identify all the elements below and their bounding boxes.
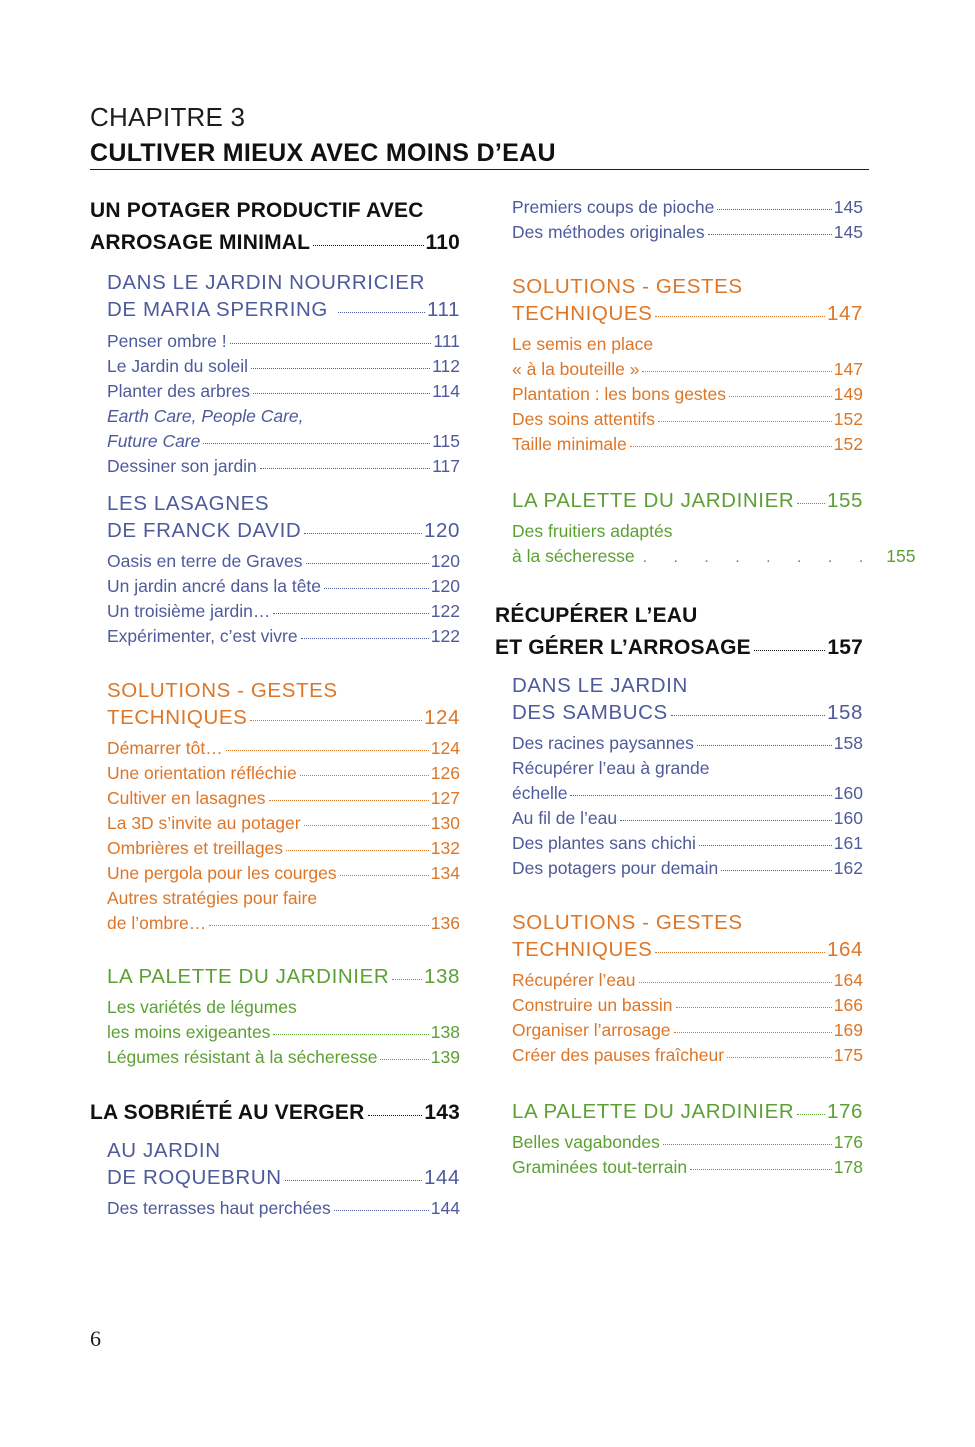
page-ref: 138 (430, 1022, 460, 1042)
toc-entry[interactable] (107, 601, 460, 626)
dot-leader (273, 613, 428, 614)
subsection-title: DANS LE JARDIN NOURRICIER (107, 271, 425, 294)
subsection-title: DANS LE JARDIN (512, 674, 688, 697)
subsection-title: DES SAMBUCS (512, 701, 668, 724)
page-ref: 132 (430, 838, 460, 858)
chapter-label: CHAPITRE 3 (90, 102, 246, 132)
toc-entry[interactable] (107, 381, 460, 406)
entry-title: Autres stratégies pour faire (107, 888, 318, 908)
toc-subsection-solutions-eau (495, 911, 863, 1070)
entry-title: Construire un bassin (512, 995, 673, 1015)
entry-title: Des soins attentifs (512, 409, 655, 429)
entry-title: Des potagers pour demain (512, 858, 719, 878)
page-ref: 155 (826, 489, 863, 512)
toc-entry[interactable] (107, 863, 460, 888)
dot-leader (697, 745, 832, 746)
page-ref: 136 (430, 913, 460, 933)
subsection-title: LA PALETTE DU JARDINIER (512, 1100, 795, 1123)
toc-verger-continued (495, 197, 863, 247)
dot-leader (380, 1059, 428, 1060)
entry-title: Future Care (107, 431, 201, 451)
dot-leader (721, 870, 832, 871)
toc-entry[interactable] (512, 808, 863, 833)
subsection-heading[interactable] (512, 1100, 863, 1127)
section-title: RÉCUPÉRER L’EAU (495, 604, 698, 627)
toc-entry[interactable] (512, 970, 863, 995)
dot-leader (754, 650, 826, 651)
entry-title: Démarrer tôt… (107, 738, 223, 758)
page-ref: 176 (826, 1100, 863, 1123)
dot-leader (630, 446, 832, 447)
entry-title: Les variétés de légumes (107, 997, 297, 1017)
toc-entry[interactable] (512, 758, 863, 808)
dot-leader (642, 371, 831, 372)
dot-leader (570, 795, 831, 796)
dot-leader: . . . . . . . . (642, 549, 875, 566)
toc-section-potager[interactable] (90, 199, 460, 263)
toc-entry[interactable] (512, 434, 863, 459)
page-ref: 158 (826, 701, 863, 724)
entry-title: Un jardin ancré dans la tête (107, 576, 322, 596)
dot-leader (304, 825, 429, 826)
page-ref: 138 (423, 965, 460, 988)
dot-leader (260, 468, 430, 469)
entry-title: Légumes résistant à la sécheresse (107, 1047, 378, 1067)
entry-title: Le Jardin du soleil (107, 356, 249, 376)
toc-entry[interactable] (512, 197, 863, 222)
dot-leader (253, 393, 430, 394)
entry-title: Récupérer l’eau (512, 970, 636, 990)
entry-title: Dessiner son jardin (107, 456, 257, 476)
toc-entry[interactable] (512, 833, 863, 858)
page-number: 6 (90, 1326, 101, 1351)
toc-entry[interactable] (512, 409, 863, 434)
dot-leader (690, 1169, 832, 1170)
dot-leader (392, 979, 422, 980)
toc-entry[interactable] (512, 995, 863, 1020)
subsection-heading[interactable] (107, 492, 460, 546)
dot-leader (285, 1180, 422, 1181)
toc-subsection-david (90, 492, 460, 651)
toc-subsection-palette (90, 965, 460, 1072)
subsection-title: SOLUTIONS - GESTES (512, 911, 743, 934)
page-ref: 111 (433, 331, 460, 351)
toc-entry[interactable] (512, 222, 863, 247)
toc-entry[interactable] (512, 1020, 863, 1045)
subsection-heading[interactable] (107, 679, 460, 733)
dot-leader (338, 312, 425, 313)
page-ref: 130 (430, 813, 460, 833)
dot-leader (676, 1007, 832, 1008)
toc-entry[interactable] (107, 576, 460, 601)
subsection-title: TECHNIQUES (107, 706, 248, 729)
dot-leader (674, 1032, 832, 1033)
page-ref: 164 (826, 938, 863, 961)
page-ref: 147 (826, 302, 863, 325)
dot-leader (324, 588, 429, 589)
subsection-heading[interactable] (512, 489, 863, 516)
dot-leader (269, 800, 429, 801)
dot-leader (286, 850, 429, 851)
page-ref: 175 (833, 1045, 863, 1065)
toc-entry[interactable] (512, 733, 863, 758)
subsection-title: DE ROQUEBRUN (107, 1166, 282, 1189)
entry-title: Des fruitiers adaptés (512, 521, 673, 541)
page-ref: 176 (833, 1132, 863, 1152)
page-ref: 152 (833, 434, 863, 454)
subsection-heading[interactable] (512, 674, 863, 728)
page-ref: 120 (423, 519, 460, 542)
dot-leader (655, 316, 825, 317)
page-ref: 126 (430, 763, 460, 783)
toc-entry[interactable] (107, 788, 460, 813)
subsection-title: LES LASAGNES (107, 492, 270, 515)
dot-leader (639, 982, 832, 983)
subsection-heading[interactable] (107, 965, 460, 992)
page-ref: 158 (833, 733, 863, 753)
page-ref: 114 (432, 381, 460, 401)
page-ref: 122 (430, 626, 460, 646)
subsection-heading[interactable] (107, 1139, 460, 1193)
page-ref: 162 (833, 858, 863, 878)
dot-leader (230, 343, 432, 344)
toc-subsection-sambucs (495, 674, 863, 883)
toc-entry[interactable] (107, 456, 460, 481)
page-ref: 178 (833, 1157, 863, 1177)
entry-title: Taille minimale (512, 434, 627, 454)
entry-title: Planter des arbres (107, 381, 250, 401)
toc-entry[interactable] (512, 1045, 863, 1070)
chapter-title: CULTIVER MIEUX AVEC MOINS D’EAU (90, 139, 556, 167)
page-ref: 122 (430, 601, 460, 621)
entry-title: Ombrières et treillages (107, 838, 284, 858)
entry-title: Des plantes sans chichi (512, 833, 696, 853)
dot-leader (304, 533, 422, 534)
page-ref: 144 (430, 1198, 460, 1218)
entry-title: Un troisième jardin… (107, 601, 271, 621)
page-ref: 145 (833, 197, 863, 217)
page-ref: 143 (424, 1101, 460, 1124)
subsection-title: DE MARIA SPERRING (107, 298, 328, 321)
section-title: LA SOBRIÉTÉ AU VERGER (90, 1101, 365, 1124)
dot-leader (717, 209, 831, 210)
page-ref: 166 (833, 995, 863, 1015)
chapter-divider (90, 169, 869, 170)
subsection-title: AU JARDIN (107, 1139, 221, 1162)
subsection-title: TECHNIQUES (512, 938, 653, 961)
section-title: ET GÉRER L’ARROSAGE (495, 636, 751, 659)
subsection-title: TECHNIQUES (512, 302, 653, 325)
entry-title: Des racines paysannes (512, 733, 694, 753)
entry-title: Premiers coups de pioche (512, 197, 715, 217)
toc-entry[interactable] (512, 1157, 863, 1182)
toc-subsection-palette-eau (495, 1100, 863, 1182)
entry-title: « à la bouteille » (512, 359, 640, 379)
entry-title: Earth Care, People Care, (107, 406, 304, 426)
dot-leader (797, 503, 825, 504)
entry-title: Belles vagabondes (512, 1132, 660, 1152)
dot-leader (340, 875, 429, 876)
entry-title: Des terrasses haut perchées (107, 1198, 331, 1218)
toc-entry[interactable] (107, 551, 460, 576)
toc-entry[interactable] (107, 626, 460, 651)
page-ref: 117 (432, 456, 460, 476)
subsection-title: LA PALETTE DU JARDINIER (512, 489, 795, 512)
dot-leader (671, 715, 825, 716)
subsection-title: SOLUTIONS - GESTES (512, 275, 743, 298)
toc-entry[interactable] (107, 356, 460, 381)
page-ref: 120 (430, 551, 460, 571)
toc-subsection-palette-verger (495, 489, 916, 571)
page-ref: 157 (827, 636, 863, 659)
toc-entry[interactable] (107, 813, 460, 838)
dot-leader (209, 925, 429, 926)
toc-entry[interactable] (107, 738, 460, 763)
entry-title: Créer des pauses fraîcheur (512, 1045, 725, 1065)
page-ref: 145 (833, 222, 863, 242)
toc-entry[interactable] (107, 838, 460, 863)
entry-title: Une pergola pour les courges (107, 863, 337, 883)
entry-title: à la sécheresse (512, 546, 635, 566)
page-ref: 147 (833, 359, 863, 379)
entry-title: Expérimenter, c’est vivre (107, 626, 298, 646)
toc-entry[interactable] (512, 384, 863, 409)
toc-entry[interactable] (512, 334, 863, 384)
page-ref: 120 (430, 576, 460, 596)
page-ref: 152 (833, 409, 863, 429)
subsection-title: SOLUTIONS - GESTES (107, 679, 338, 702)
toc-entry[interactable] (107, 406, 460, 456)
entry-title: Graminées tout-terrain (512, 1157, 688, 1177)
subsection-heading[interactable] (107, 271, 460, 325)
dot-leader (306, 563, 429, 564)
page-ref: 161 (833, 833, 863, 853)
dot-leader (658, 421, 832, 422)
entry-title: Plantation : les bons gestes (512, 384, 727, 404)
dot-leader (226, 750, 429, 751)
dot-leader (727, 1057, 832, 1058)
page-ref: 149 (833, 384, 863, 404)
page-ref: 124 (430, 738, 460, 758)
dot-leader (251, 368, 430, 369)
dot-leader (313, 245, 423, 246)
entry-title: La 3D s’invite au potager (107, 813, 301, 833)
page-ref: 139 (430, 1047, 460, 1067)
subsection-heading[interactable] (512, 911, 863, 965)
toc-subsection-solutions-verger (495, 275, 863, 459)
page-ref: 134 (430, 863, 460, 883)
dot-leader (797, 1114, 825, 1115)
page-ref: 124 (423, 706, 460, 729)
entry-title: échelle (512, 783, 568, 803)
toc-section-verger[interactable] (90, 1101, 460, 1133)
dot-leader (334, 1210, 429, 1211)
dot-leader (250, 720, 422, 721)
entry-title: Penser ombre ! (107, 331, 227, 351)
page-ref: 144 (423, 1166, 460, 1189)
page-ref: 160 (833, 783, 863, 803)
toc-entry[interactable] (107, 331, 460, 356)
page-ref: 169 (833, 1020, 863, 1040)
section-title: ARROSAGE MINIMAL (90, 231, 311, 254)
page-ref: 115 (432, 431, 460, 451)
toc-entry[interactable] (107, 888, 460, 938)
page-ref: 127 (430, 788, 460, 808)
dot-leader (368, 1115, 423, 1116)
subsection-title: DE FRANCK DAVID (107, 519, 302, 542)
entry-title: Une orientation réfléchie (107, 763, 297, 783)
entry-title: les moins exigeantes (107, 1022, 271, 1042)
dot-leader (300, 775, 429, 776)
entry-title: Cultiver en lasagnes (107, 788, 266, 808)
toc-entry[interactable] (512, 1132, 863, 1157)
page-ref: 110 (425, 231, 460, 254)
entry-title: Oasis en terre de Graves (107, 551, 303, 571)
entry-title: Au fil de l’eau (512, 808, 618, 828)
page-ref: 111 (427, 298, 460, 321)
dot-leader (708, 234, 832, 235)
entry-title: Organiser l’arrosage (512, 1020, 671, 1040)
dot-leader (655, 952, 825, 953)
toc-subsection-sperring (90, 271, 460, 481)
page-ref: 160 (833, 808, 863, 828)
page-ref: 164 (833, 970, 863, 990)
toc-entry[interactable] (512, 858, 863, 883)
toc-right-column (495, 197, 916, 1182)
toc-entry[interactable] (107, 997, 460, 1047)
entry-title: Des méthodes originales (512, 222, 705, 242)
entry-title: Le semis en place (512, 334, 654, 354)
toc-entry[interactable] (107, 1198, 460, 1223)
page-ref: 155 (886, 546, 916, 566)
dot-leader (301, 638, 429, 639)
toc-entry[interactable] (512, 521, 916, 571)
dot-leader (699, 845, 832, 846)
subsection-title: LA PALETTE DU JARDINIER (107, 965, 390, 988)
toc-left-column (90, 199, 460, 1223)
page-ref: 112 (432, 356, 460, 376)
toc-subsection-roquebrun (90, 1139, 460, 1223)
entry-title: Récupérer l’eau à grande (512, 758, 710, 778)
section-title: UN POTAGER PRODUCTIF AVEC (90, 199, 424, 222)
dot-leader (663, 1144, 832, 1145)
dot-leader (273, 1034, 428, 1035)
dot-leader (203, 443, 430, 444)
entry-title: de l’ombre… (107, 913, 207, 933)
subsection-heading[interactable] (512, 275, 863, 329)
toc-section-recuperer[interactable] (495, 604, 863, 668)
dot-leader (729, 396, 832, 397)
dot-leader (620, 820, 832, 821)
toc-entry[interactable] (107, 763, 460, 788)
toc-subsection-solutions (90, 679, 460, 938)
toc-entry[interactable] (107, 1047, 460, 1072)
